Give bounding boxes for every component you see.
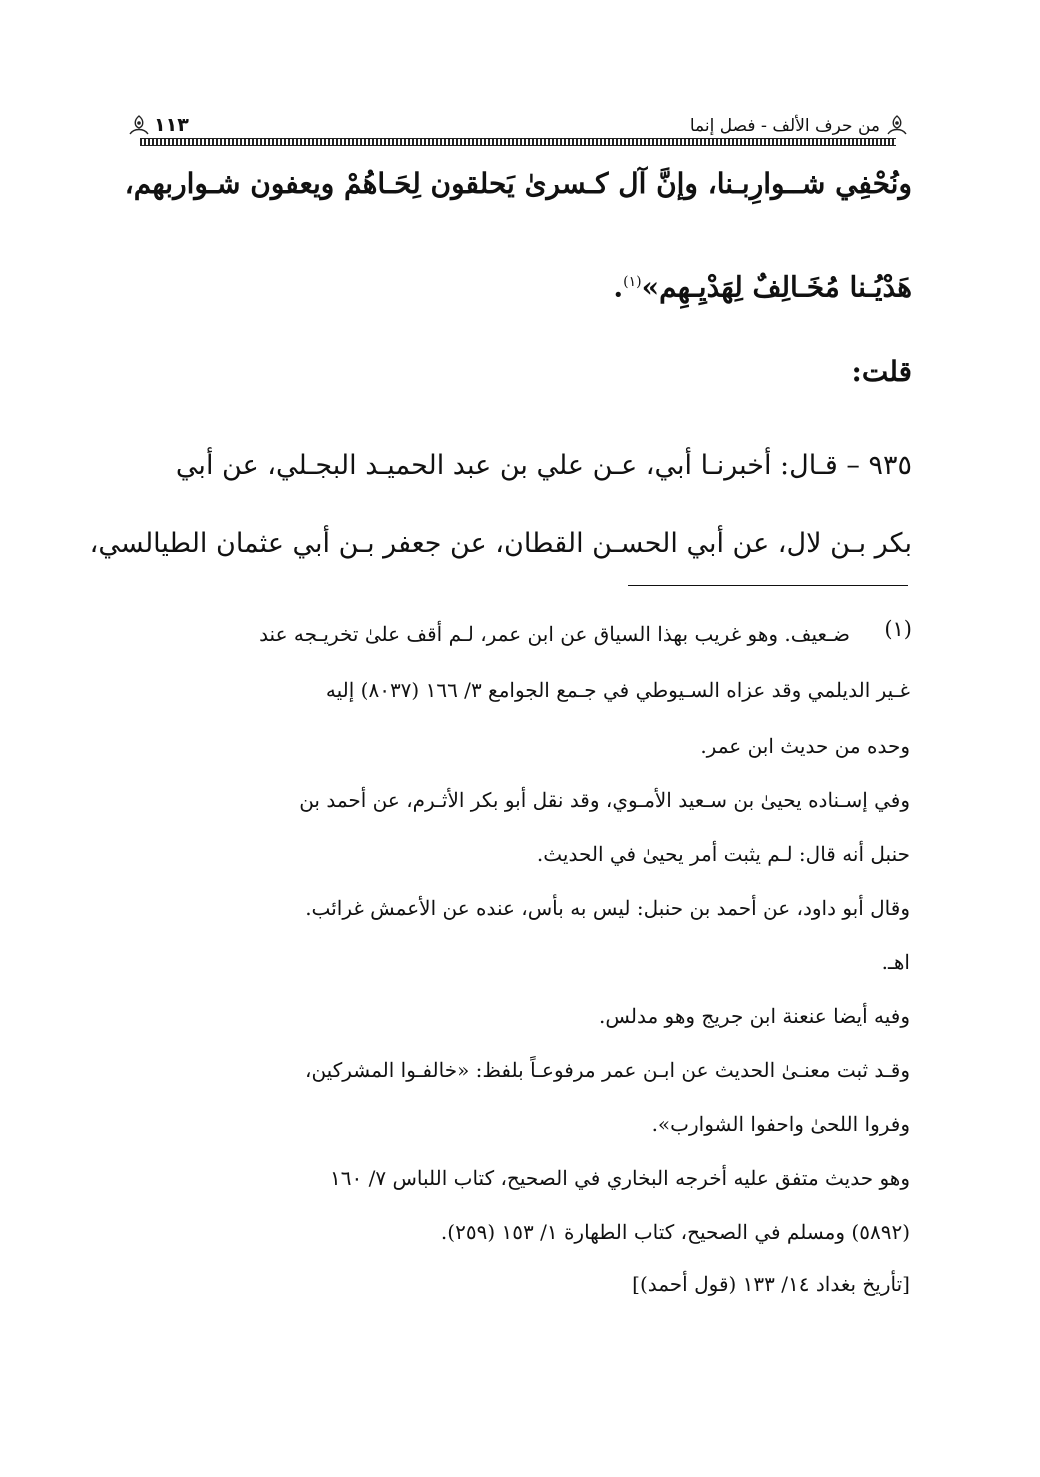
footnote-line: [تأريخ بغداد ١٤/ ١٣٣ (قول أحمد)]	[632, 1272, 910, 1296]
footnote-line: وقال أبو داود، عن أحمد بن حنبل: ليس به بأس، عنده عن الأعمش غرائب.	[305, 896, 910, 920]
footnote-separator	[628, 585, 908, 586]
header-title: من حرف الألف - فصل إنما	[689, 116, 880, 136]
footnote-line: وفيه أيضا عنعنة ابن جريج وهو مدلس.	[599, 1004, 910, 1028]
text-span: هَدْيُـنا مُخَـالِفٌ لِهَدْيِـهِم»	[641, 270, 912, 304]
footnote-line: اهـ.	[881, 950, 910, 974]
section-heading: قلت:	[851, 355, 912, 388]
text-line: ونُحْفِي شــوارِبـنا، وإنَّ آل كـسرىٰ يَحلقون لِحَـاهُمْ ويعفون شـواربهم،	[124, 167, 912, 200]
floral-ornament-icon	[128, 114, 150, 138]
page-number: ١١٣	[154, 114, 189, 136]
footnote-reference: (١)	[623, 274, 642, 290]
footnote-line: ضـعيف. وهو غريب بهذا السياق عن ابن عمر، لـم أقف علىٰ تخريـجه عند	[259, 622, 850, 646]
text-line	[613, 262, 912, 307]
running-header	[128, 108, 908, 144]
footnote-line: وهو حديث متفق عليه أخرجه البخاري في الصحيح، كتاب اللباس ٧/ ١٦٠	[330, 1166, 910, 1190]
footnote-line: وحده من حديث ابن عمر.	[700, 734, 910, 758]
footnote-line: (٥٨٩٢) ومسلم في الصحيح، كتاب الطهارة ١/ ١٥٣ (٢٥٩).	[440, 1220, 910, 1244]
footnote-line: وفي إسـناده يحيىٰ بن سـعيد الأمـوي، وقد نقل أبو بكر الأثـرم، عن أحمد بن	[299, 788, 910, 812]
text-line: ٩٣٥ – قـال: أخبرنـا أبي، عـن علي بن عبد الحميـد البجـلي، عن أبي	[175, 450, 912, 481]
header-rule	[140, 138, 896, 146]
footnote-line: وقـد ثبت معنـىٰ الحديث عن ابـن عمر مرفوعـاً بلفظ: «خالفـوا المشركين،	[304, 1058, 910, 1082]
footnote-number: (١)	[884, 617, 912, 641]
text-span: .	[613, 270, 624, 304]
text-line: بكر بـن لال، عن أبي الحسـن القطان، عن جعفر بـن أبي عثمان الطيالسي،	[89, 528, 912, 559]
footnote-line: حنبل أنه قال: لـم يثبت أمر يحيىٰ في الحديث.	[536, 842, 910, 866]
footnote-line: غـير الديلمي وقد عزاه السـيوطي في جـمع الجوامع ٣/ ١٦٦ (٨٠٣٧) إليه	[325, 678, 910, 702]
floral-ornament-icon	[886, 114, 908, 138]
footnote-line: وفروا اللحىٰ واحفوا الشوارب».	[651, 1112, 910, 1136]
